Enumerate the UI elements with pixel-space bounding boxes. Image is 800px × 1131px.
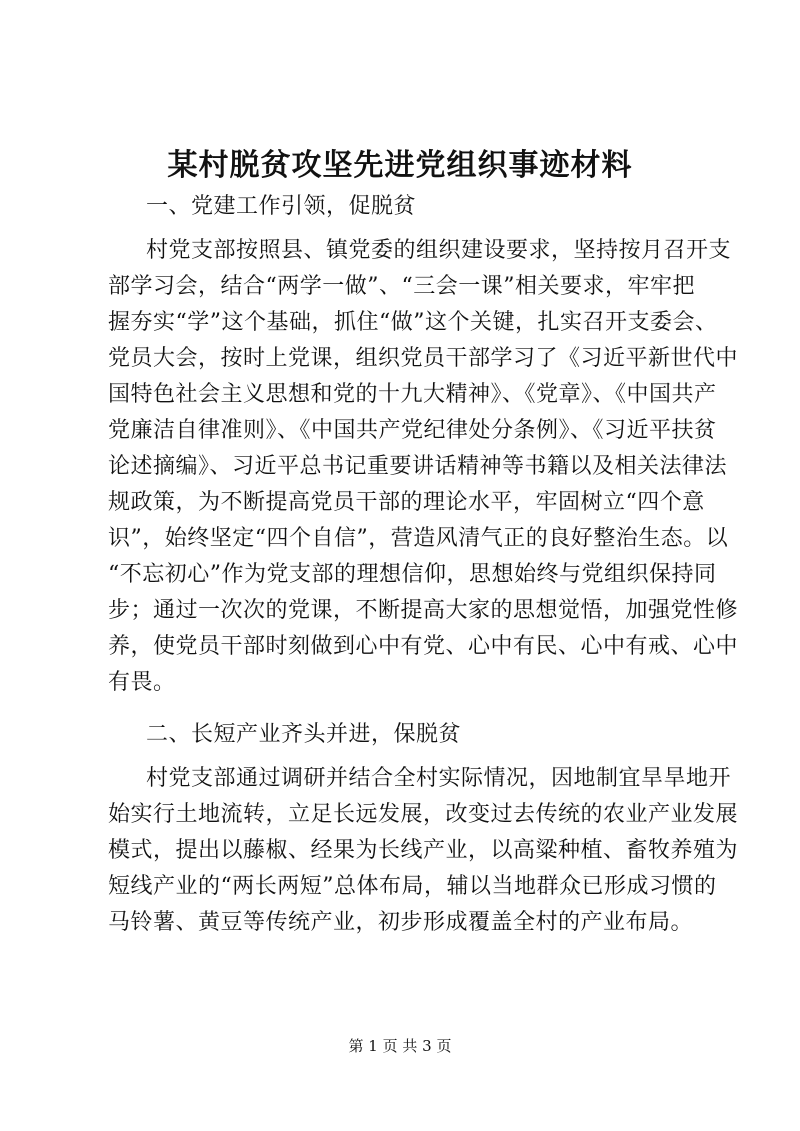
paragraph-line: 论述摘编》、习近平总书记重要讲话精神等书籍以及相关法律法 (108, 454, 728, 479)
paragraph-line: 党员大会，按时上党课，组织党员干部学习了《习近平新世代中 (108, 346, 739, 371)
paragraph-line: 有畏。 (108, 670, 176, 695)
paragraph-line: 识”，始终坚定“四个自信”，营造风清气正的良好整治生态。以 (108, 526, 729, 551)
paragraph-line: 党廉洁自律准则》、《中国共产党纪律处分条例》、《习近平扶贫 (108, 418, 717, 443)
paragraph-line: 部学习会，结合“两学一做”、“三会一课”相关要求，牢牢把 (108, 274, 695, 299)
paragraph-line: 握夯实“学”这个基础，抓住“做”这个关键，扎实召开支委会、 (108, 310, 718, 335)
section-heading: 一、党建工作引领，促脱贫 (146, 194, 417, 219)
page-footer: 第 1 页 共 3 页 (348, 1037, 452, 1055)
paragraph-line: 始实行土地流转，立足长远发展，改变过去传统的农业产业发展 (108, 802, 739, 827)
paragraph-line: “不忘初心”作为党支部的理想信仰，思想始终与党组织保持同 (108, 562, 717, 587)
paragraph-line: 村党支部通过调研并结合全村实际情况，因地制宜旱旱地开 (146, 766, 732, 791)
paragraph-line: 模式，提出以藤椒、经果为长线产业，以高粱种植、畜牧养殖为 (108, 838, 739, 863)
paragraph-line: 国特色社会主义思想和党的十九大精神》、《党章》、《中国共产 (108, 382, 717, 407)
section-heading: 二、长短产业齐头并进，保脱贫 (146, 722, 462, 747)
document-title: 某村脱贫攻坚先进党组织事迹材料 (167, 148, 633, 183)
paragraph-line: 养，使党员干部时刻做到心中有党、心中有民、心中有戒、心中 (108, 634, 739, 659)
paragraph-line: 规政策，为不断提高党员干部的理论水平，牢固树立“四个意 (108, 490, 705, 515)
paragraph-line: 步；通过一次次的党课，不断提高大家的思想觉悟，加强党性修 (108, 598, 739, 623)
paragraph-line: 村党支部按照县、镇党委的组织建设要求，坚持按月召开支 (146, 238, 732, 263)
paragraph-line: 马铃薯、黄豆等传统产业，初步形成覆盖全村的产业布局。 (108, 910, 694, 935)
paragraph-line: 短线产业的“两长两短”总体布局，辅以当地群众已形成习惯的 (108, 874, 717, 899)
